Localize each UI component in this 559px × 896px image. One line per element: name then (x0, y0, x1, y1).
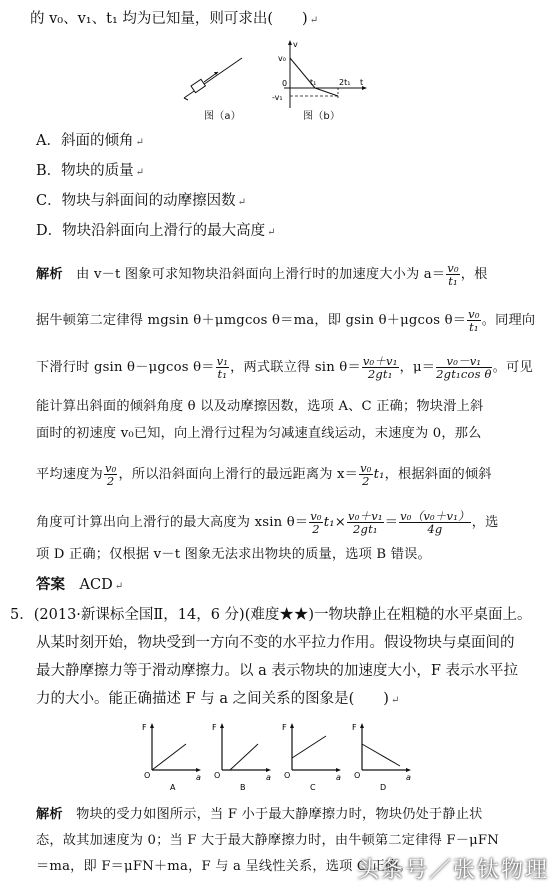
q5-solution-line-3: ＝ma，即 F＝μFN＋ma，F 与 a 呈线性关系，选项 C 正确。 (36, 859, 412, 874)
q5-c-letter: C (310, 783, 316, 792)
q5-line-4: 力的大小。能正确描述 F 与 a 之间关系的图象是( ) ↵ (36, 691, 400, 707)
q5-graph-a (142, 723, 201, 792)
q5-a-letter: A (170, 783, 176, 792)
q5-d-F: F (352, 723, 357, 732)
option-c: C．物块与斜面间的动摩擦因数 ↵ (36, 193, 246, 209)
q5-graph-options (140, 720, 420, 792)
option-b: B．物块的质量 ↵ (36, 163, 145, 179)
q5-d-O: O (354, 771, 361, 780)
q5-d-letter: D (380, 783, 387, 792)
q4-solution-line-1: 解析 由 v－t 图象可求知物块沿斜面向上滑行时的加速度大小为 a＝ $\frac{\text{v₀}}{\text{t₁}}$ ，根 (36, 261, 488, 288)
q5-c-O: O (284, 771, 291, 780)
fig-b-t1-label: t₁ (310, 78, 317, 87)
q5-line-1: 5．(2013·新课标全国Ⅱ，14，6 分)(难度★★)一物块静止在粗糙的水平桌面上。 (10, 607, 532, 623)
fig-b-v0-label: v₀ (278, 54, 286, 63)
q5-b-O: O (214, 771, 221, 780)
q5-b-a: a (266, 773, 271, 782)
q5-a-F: F (142, 723, 147, 732)
q5-line-2: 从某时刻开始，物块受到一方向不变的水平拉力作用。假设物块与桌面间的 (36, 635, 515, 651)
q4-solution-line-6: 平均速度为 $\frac{\text{v₀}}{2}$ ，所以沿斜面向上滑行的最远距离为 x＝ $\frac{\text{v₀}}{2}$ t₁，根据斜面的倾斜 (36, 461, 492, 488)
q5-solution-line-1: 解析 物块的受力如图所示，当 F 小于最大静摩擦力时，物块仍处于静止状 (36, 807, 483, 822)
q4-solution-line-3: 下滑行时 gsin θ－μgcos θ＝ $\frac{\text{v₁}}{\text{t₁}}$ ，两式联立得 sin θ＝ $\frac{\text{v₀＋v₁}}{\text{2gt₁}}$ ，μ＝ $\frac{\text{v₀－v₁}}{\text{2gt₁cos θ}}$ 。可见 (36, 354, 533, 381)
fig-b-t-label: t (360, 78, 364, 87)
q5-d-a: a (406, 773, 411, 782)
watermark-text: 头条号／张钛物理 (356, 858, 549, 883)
figure-b-caption: 图（b） (303, 111, 341, 122)
q5-c-F: F (282, 723, 287, 732)
option-d: D．物块沿斜面向上滑行的最大高度 ↵ (36, 223, 276, 239)
fig-b-origin-label: 0 (282, 79, 288, 88)
figure-b-vt-graph (270, 36, 370, 111)
q4-solution-line-2: 据牛顿第二定律得 mgsin θ＋μmgcos θ＝ma，即 gsin θ＋μgcos θ＝ $\frac{\text{v₀}}{\text{t₁}}$ 。同理向 (36, 307, 536, 334)
q5-c-a: a (336, 773, 341, 782)
q4-stem-tail: 的 v₀、v₁、t₁ 均为已知量，则可求出( ) ↵ (30, 11, 319, 27)
figure-a-incline (178, 42, 248, 114)
q5-graph-d (352, 723, 411, 792)
q5-solution-line-2: 态，故其加速度为 0；当 F 大于最大静摩擦力时，由牛顿第二定律得 F－μFN (36, 833, 499, 848)
option-a: A．斜面的倾角 ↵ (36, 133, 144, 149)
q4-solution-line-4: 能计算出斜面的倾斜角度 θ 以及动摩擦因数，选项 A、C 正确；物块滑上斜 (36, 399, 484, 414)
q5-a-O: O (144, 771, 151, 780)
q5-line-3: 最大静摩擦力等于滑动摩擦力。以 a 表示物块的加速度大小，F 表示水平拉 (36, 663, 519, 679)
q4-answer: 答案 ACD ↵ (36, 576, 124, 593)
q4-solution-line-7: 角度可计算出向上滑行的最大高度为 xsin θ＝ $\frac{\text{v₀}}{2}$ t₁× $\frac{\text{v₀＋v₁}}{\text{2gt₁}}$ ＝ $\frac{\text{v₀（v₀＋v₁）}}{4g}$ ，选 (36, 509, 499, 536)
q4-solution-line-5: 面时的初速度 v₀已知，向上滑行过程为匀减速直线运动，末速度为 0，那么 (36, 426, 482, 441)
fig-b-2t1-label: 2t₁ (339, 78, 351, 87)
figure-a-caption: 图（a） (204, 111, 241, 122)
fig-b-neg-v1-label: -v₁ (272, 93, 283, 102)
q5-b-letter: B (240, 783, 246, 792)
q5-graph-b (212, 723, 271, 792)
q4-solution-line-8: 项 D 正确；仅根据 v－t 图象无法求出物块的质量，选项 B 错误。 (36, 547, 431, 562)
q5-graph-c (282, 723, 341, 792)
q5-b-F: F (212, 723, 217, 732)
fig-b-v-label: v (293, 40, 298, 49)
q5-a-a: a (196, 773, 201, 782)
